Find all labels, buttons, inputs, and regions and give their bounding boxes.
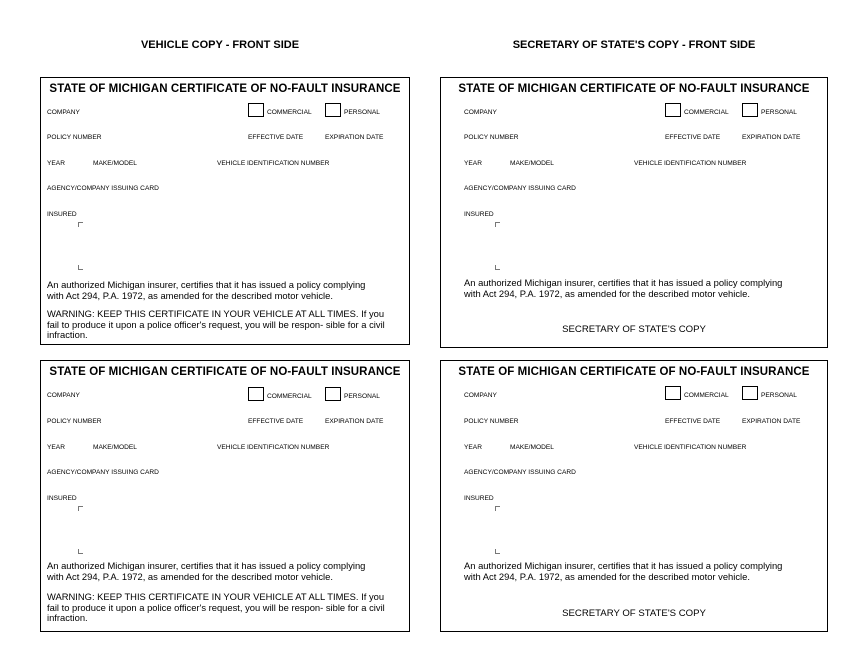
commercial-label: COMMERCIAL [267, 393, 312, 400]
insured-label: INSURED [47, 211, 77, 218]
address-corner-top [78, 506, 83, 511]
make-model-label: MAKE/MODEL [510, 444, 554, 451]
vehicle-copy-header: VEHICLE COPY - FRONT SIDE [140, 39, 300, 51]
personal-checkbox[interactable] [325, 387, 341, 401]
agency-label: AGENCY/COMPANY ISSUING CARD [464, 185, 576, 192]
commercial-label: COMMERCIAL [267, 109, 312, 116]
personal-label: PERSONAL [761, 109, 797, 116]
agency-label: AGENCY/COMPANY ISSUING CARD [47, 469, 159, 476]
vin-label: VEHICLE IDENTIFICATION NUMBER [634, 160, 747, 167]
address-corner-bottom [78, 265, 83, 270]
effective-date-label: EFFECTIVE DATE [248, 418, 304, 425]
effective-date-label: EFFECTIVE DATE [665, 418, 721, 425]
vin-label: VEHICLE IDENTIFICATION NUMBER [217, 160, 330, 167]
make-model-label: MAKE/MODEL [510, 160, 554, 167]
warning-text: WARNING: KEEP THIS CERTIFICATE IN YOUR VEHICLE AT ALL TIMES. If you fail to produce it upon a police officer's request, you will be respon- sible for a civil infraction. [47, 308, 385, 340]
certificate-title: STATE OF MICHIGAN CERTIFICATE OF NO-FAULT INSURANCE [49, 366, 401, 378]
address-corner-bottom [78, 549, 83, 554]
year-label: YEAR [464, 444, 482, 451]
commercial-checkbox[interactable] [665, 103, 681, 117]
company-label: COMPANY [47, 392, 80, 399]
secretary-copy-header: SECRETARY OF STATE'S COPY - FRONT SIDE [512, 39, 756, 51]
authorized-statement-line-1: An authorized Michigan insurer, certifies that it has issued a policy complying [47, 560, 366, 571]
address-corner-bottom [495, 265, 500, 270]
personal-label: PERSONAL [344, 393, 380, 400]
insured-label: INSURED [464, 495, 494, 502]
agency-label: AGENCY/COMPANY ISSUING CARD [47, 185, 159, 192]
insured-label: INSURED [47, 495, 77, 502]
authorized-statement-line-1: An authorized Michigan insurer, certifies that it has issued a policy complying [464, 277, 783, 288]
company-label: COMPANY [464, 109, 497, 116]
effective-date-label: EFFECTIVE DATE [665, 134, 721, 141]
authorized-statement-line-1: An authorized Michigan insurer, certifies that it has issued a policy complying [47, 279, 366, 290]
certificate-card-secretary-2 [440, 360, 828, 632]
certificate-title: STATE OF MICHIGAN CERTIFICATE OF NO-FAULT INSURANCE [458, 366, 810, 378]
policy-number-label: POLICY NUMBER [464, 134, 519, 141]
personal-label: PERSONAL [344, 109, 380, 116]
personal-checkbox[interactable] [742, 103, 758, 117]
commercial-label: COMMERCIAL [684, 109, 729, 116]
address-corner-top [495, 222, 500, 227]
authorized-statement-line-2: with Act 294, P.A. 1972, as amended for the described motor vehicle. [47, 571, 333, 582]
policy-number-label: POLICY NUMBER [464, 418, 519, 425]
personal-checkbox[interactable] [742, 386, 758, 400]
company-label: COMPANY [47, 109, 80, 116]
warning-text: WARNING: KEEP THIS CERTIFICATE IN YOUR VEHICLE AT ALL TIMES. If you fail to produce it upon a police officer's request, you will be respon- sible for a civil infraction. [47, 591, 385, 623]
policy-number-label: POLICY NUMBER [47, 418, 102, 425]
commercial-checkbox[interactable] [248, 387, 264, 401]
expiration-date-label: EXPIRATION DATE [325, 418, 384, 425]
make-model-label: MAKE/MODEL [93, 160, 137, 167]
secretary-copy-label: SECRETARY OF STATE'S COPY [562, 324, 706, 335]
certificate-card-vehicle-2 [40, 360, 410, 632]
commercial-label: COMMERCIAL [684, 392, 729, 399]
year-label: YEAR [47, 444, 65, 451]
agency-label: AGENCY/COMPANY ISSUING CARD [464, 469, 576, 476]
certificate-title: STATE OF MICHIGAN CERTIFICATE OF NO-FAULT INSURANCE [49, 83, 401, 95]
personal-checkbox[interactable] [325, 103, 341, 117]
address-corner-top [78, 222, 83, 227]
certificate-card-vehicle-1 [40, 77, 410, 345]
vin-label: VEHICLE IDENTIFICATION NUMBER [634, 444, 747, 451]
personal-label: PERSONAL [761, 392, 797, 399]
company-label: COMPANY [464, 392, 497, 399]
vin-label: VEHICLE IDENTIFICATION NUMBER [217, 444, 330, 451]
expiration-date-label: EXPIRATION DATE [742, 134, 801, 141]
address-corner-top [495, 506, 500, 511]
make-model-label: MAKE/MODEL [93, 444, 137, 451]
insured-label: INSURED [464, 211, 494, 218]
secretary-copy-label: SECRETARY OF STATE'S COPY [562, 608, 706, 619]
authorized-statement-line-2: with Act 294, P.A. 1972, as amended for the described motor vehicle. [464, 288, 750, 299]
commercial-checkbox[interactable] [665, 386, 681, 400]
year-label: YEAR [47, 160, 65, 167]
policy-number-label: POLICY NUMBER [47, 134, 102, 141]
effective-date-label: EFFECTIVE DATE [248, 134, 304, 141]
expiration-date-label: EXPIRATION DATE [325, 134, 384, 141]
address-corner-bottom [495, 549, 500, 554]
certificate-title: STATE OF MICHIGAN CERTIFICATE OF NO-FAULT INSURANCE [458, 83, 810, 95]
commercial-checkbox[interactable] [248, 103, 264, 117]
authorized-statement-line-2: with Act 294, P.A. 1972, as amended for the described motor vehicle. [47, 290, 333, 301]
authorized-statement-line-2: with Act 294, P.A. 1972, as amended for the described motor vehicle. [464, 571, 750, 582]
expiration-date-label: EXPIRATION DATE [742, 418, 801, 425]
authorized-statement-line-1: An authorized Michigan insurer, certifies that it has issued a policy complying [464, 560, 783, 571]
certificate-card-secretary-1 [440, 77, 828, 348]
year-label: YEAR [464, 160, 482, 167]
